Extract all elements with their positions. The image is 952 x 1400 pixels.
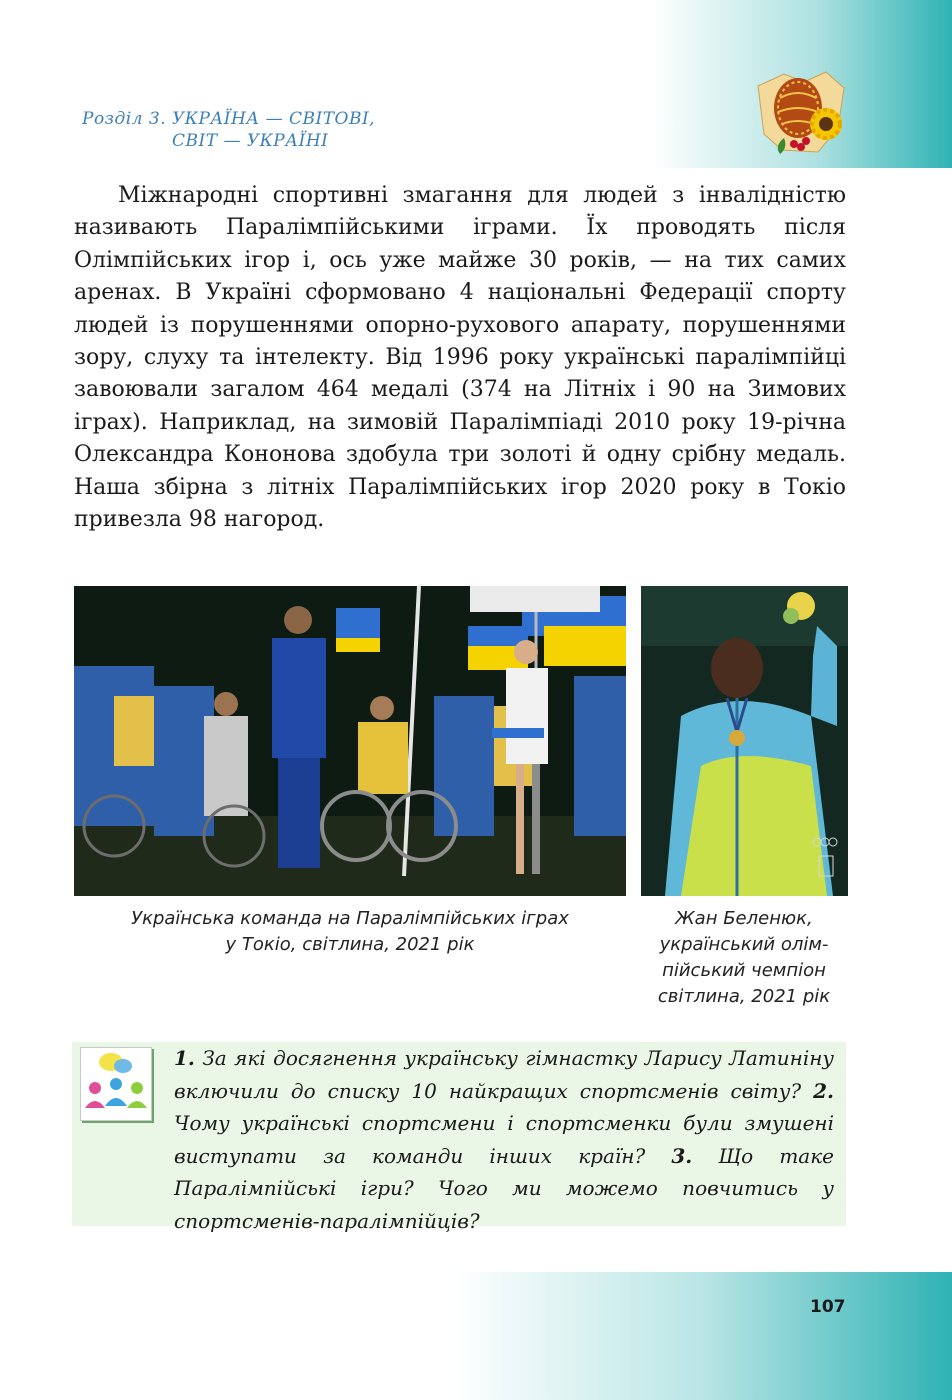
page-number: 107: [810, 1297, 846, 1317]
main-paragraph: Міжнародні спортивні змагання для людей з інвалідністю називають Паралімпійськими іграми. Їх проводять після Олімпійських ігор і, ось уже майже 30 років, — на тих самих аренах. В Україні сформовано 4 національні Федерації спорту людей із порушеннями опорно-рухового апарату, порушеннями зору, слуху та інтелекту. Від 1996 року українські паралімпійці завоювали загалом 464 медалі (374 на Літніх і 90 на Зимових іграх). Наприклад, на зимовій Паралімпіаді 2010 року 19-річна Олександра Кононова здобула три золоті й одну срібну медаль. Наша збірна з літніх Паралімпійських ігор 2020 року в Токіо привезла 98 нагород.: [74, 183, 846, 533]
caption-line: Українська команда на Паралімпійських іграх: [131, 908, 569, 929]
section-header-line2: СВІТ — УКРАЇНІ: [172, 131, 329, 151]
caption-line: пійський чемпіон: [662, 960, 826, 981]
easter-egg-sunflower-icon: [754, 68, 850, 156]
questions-text: [174, 1042, 834, 1238]
question-3: Що таке Паралімпійські ігри? Чого ми можемо повчитись у спортсменів-паралімпійців?: [174, 1143, 835, 1233]
section-header: [82, 108, 375, 152]
question-number: 3.: [671, 1143, 693, 1168]
caption-paralympic-team: [74, 906, 626, 958]
question-number: 1.: [174, 1046, 195, 1070]
caption-line: український олім-: [659, 934, 829, 955]
bottom-decor-band: [452, 1272, 952, 1400]
caption-zhan-beleniuk: [636, 906, 852, 1010]
photo-paralympic-team: [74, 586, 626, 896]
caption-line: у Токіо, світлина, 2021 рік: [225, 934, 475, 955]
photo-zhan-beleniuk: [641, 586, 848, 896]
caption-line: світлина, 2021 рік: [657, 986, 831, 1007]
question-1: За які досягнення українську гімнастку Ларису Латиніну включили до списку 10 найкращих спортсменів світу?: [174, 1046, 834, 1103]
section-header-line1: Розділ 3. УКРАЇНА — СВІТОВІ,: [82, 109, 376, 129]
question-2: Чому українські спортсмени і спортсменки були змушені виступати за команди інших країн?: [174, 1111, 834, 1168]
question-number: 2.: [813, 1078, 834, 1103]
caption-line: Жан Беленюк,: [675, 908, 813, 929]
discussion-group-icon: [80, 1047, 152, 1121]
